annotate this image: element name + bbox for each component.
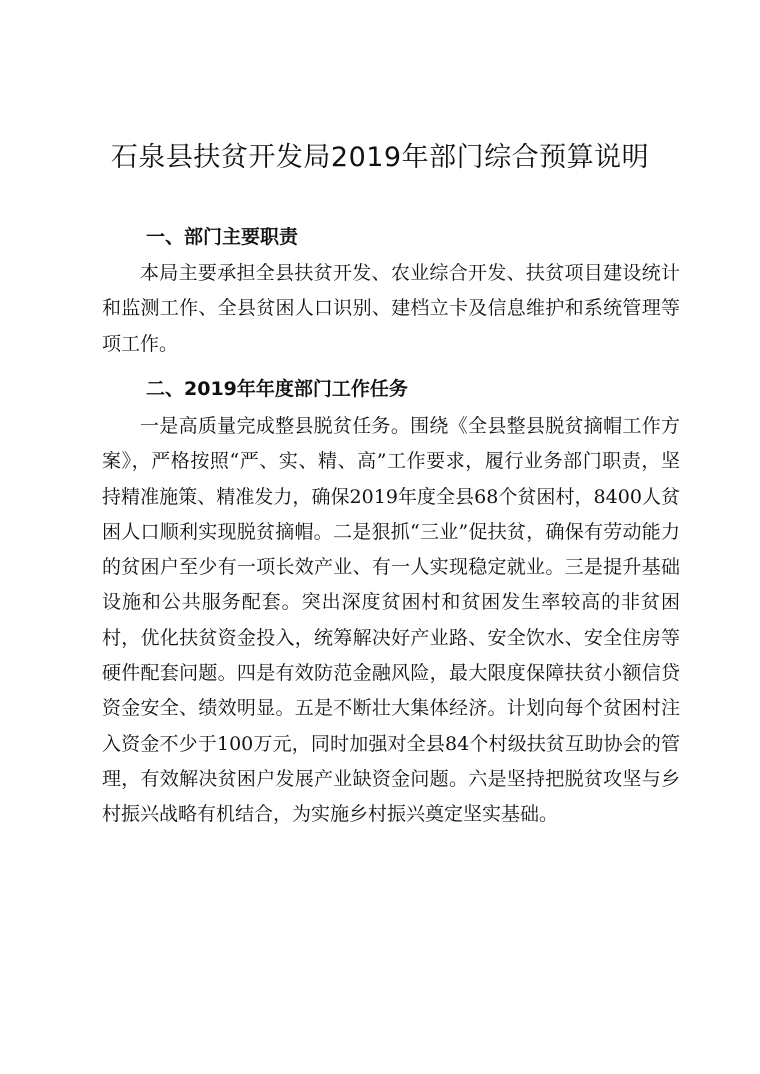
document-title: 石泉县扶贫开发局2019年部门综合预算说明 bbox=[110, 142, 650, 173]
section-body-duties: 本局主要承担全县扶贫开发、农业综合开发、扶贫项目建设统计和监测工作、全县贫困人口识别、建档立卡及信息维护和系统管理等项工作。 bbox=[102, 262, 680, 355]
section-heading-tasks: 二、2019年年度部门工作任务 bbox=[146, 378, 408, 400]
section-heading-duties: 一、部门主要职责 bbox=[146, 226, 299, 248]
section-body-tasks: 一是高质量完成整县脱贫任务。围绕《全县整县脱贫摘帽工作方案》，严格按照“严、实、精、高”工作要求，履行业务部门职责，坚持精准施策、精准发力，确保2019年度全县68个贫困村，8400人贫困人口顺利实现脱贫摘帽。二是狠抓“三业”促扶贫，确保有劳动能力的贫困户至少有一项长效产业、有一人实现稳定就业。三是提升基础设施和公共服务配套。突出深度贫困村和贫困发生率较高的非贫困村，优化扶贫资金投入，统筹解决好产业路、安全饮水、安全住房等硬件配套问题。四是有效防范金融风险，最大限度保障扶贫小额信贷资金安全、绩效明显。五是不断壮大集体经济。计划向每个贫困村注入资金不少于100万元，同时加强对全县84个村级扶贫互助协会的管理，有效解决贫困户发展产业缺资金问题。六是坚持把脱贫攻坚与乡村振兴战略有机结合，为实施乡村振兴奠定坚实基础。 bbox=[102, 415, 680, 826]
